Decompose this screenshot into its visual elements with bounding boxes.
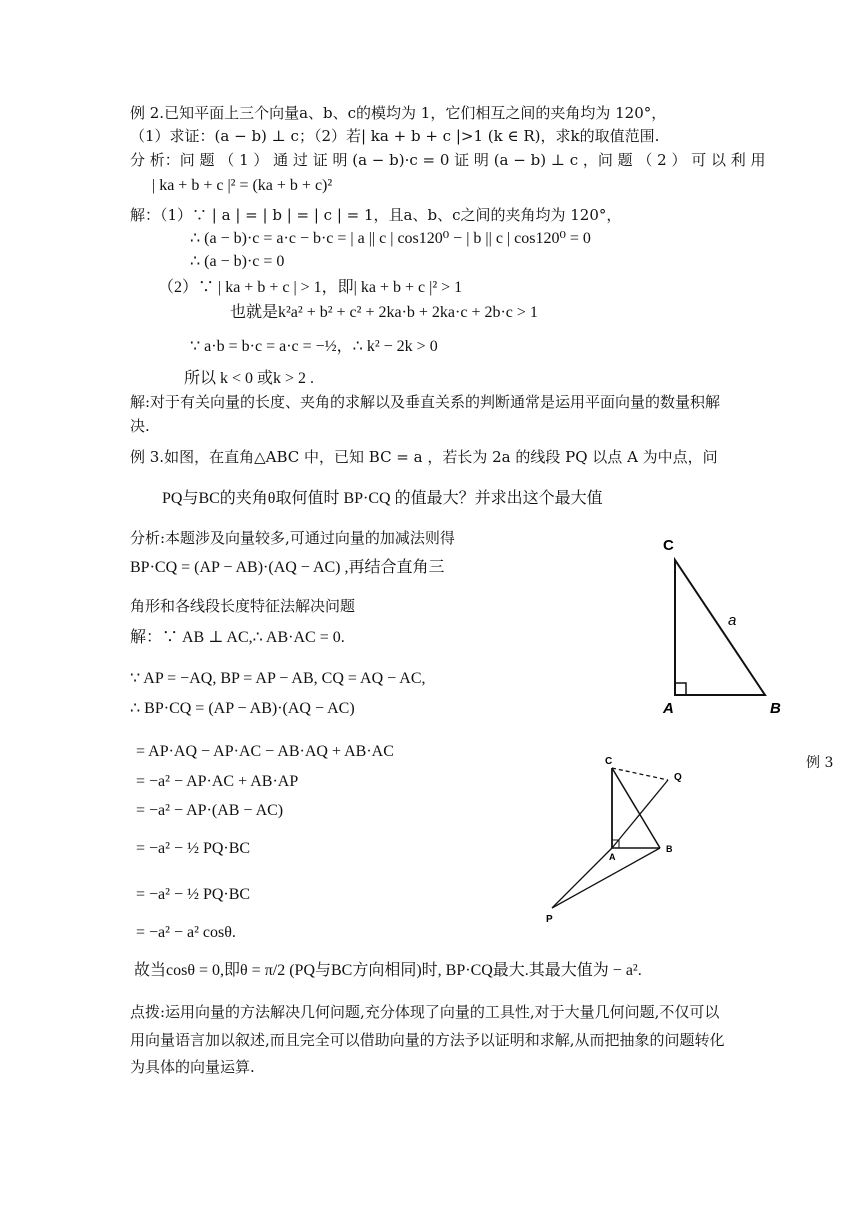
example3-analysis-3: 角形和各线段长度特征法解决问题	[130, 597, 356, 615]
cb-line	[612, 768, 660, 848]
example2-solution-2a: （2）∵ | ka + b + c | > 1，即| ka + b + c |² > 1	[158, 279, 463, 296]
fig2-label-q: Q	[674, 772, 682, 783]
example3-side-label: 例 3	[806, 755, 834, 771]
example3-step-2: = −a² − AP·AC + AB·AP	[136, 773, 299, 790]
right-angle-mark	[675, 683, 686, 695]
tip-line-3: 为具体的向量运算.	[130, 1058, 255, 1076]
right-triangle-figure	[655, 530, 795, 720]
example3-solution-1: 解：∵ AB ⊥ AC,∴ AB·AC = 0.	[130, 629, 345, 646]
example3-question: PQ与BC的夹角θ取何值时 BP·CQ 的值最大？并求出这个最大值	[162, 490, 603, 507]
example2-solution-2d: 所以 k < 0 或k > 2 .	[184, 370, 315, 387]
example3-step-4: = −a² − ½ PQ·BC	[136, 840, 251, 857]
example3-solution-3: ∴ BP·CQ = (AP − AB)·(AQ − AC)	[130, 700, 355, 717]
aq-line	[612, 780, 668, 848]
pq-segment-figure	[540, 752, 700, 927]
example3-conclusion: 故当cosθ = 0,即θ = π/2 (PQ与BC方向相同)时, BP·CQ最大.其最大值为 − a².	[134, 962, 642, 979]
tip-line-2: 用向量语言加以叙述,而且完全可以借助向量的方法予以证明和求解,从而把抽象的问题转化	[130, 1031, 725, 1049]
example2-summary-2: 决.	[130, 417, 150, 435]
fig1-label-side-a: a	[728, 612, 737, 629]
example2-summary-1: 解:对于有关向量的长度、夹角的求解以及垂直关系的判断通常是运用平面向量的数量积解	[130, 393, 721, 411]
fig2-label-p: P	[546, 914, 553, 925]
example2-analysis-formula: | ka + b + c |² = (ka + b + c)²	[152, 177, 333, 194]
example2-solution-1b: ∴ (a − b)·c = a·c − b·c = | a || c | cos120⁰ − | b || c | cos120⁰ = 0	[190, 230, 591, 247]
example3-step-1: = AP·AQ − AP·AC − AB·AQ + AB·AC	[136, 743, 394, 760]
example3-step-6: = −a² − a² cosθ.	[136, 924, 236, 941]
example2-question: （1）求证：(a − b) ⊥ c；（2）若| ka + b + c |>1 (k ∈ R)，求k的取值范围.	[130, 127, 660, 145]
triangle-abc	[675, 560, 765, 695]
fig2-label-a: A	[609, 852, 616, 862]
example2-solution-1c: ∴ (a − b)·c = 0	[190, 253, 285, 270]
fig2-label-c: C	[605, 756, 613, 767]
example2-solution-2c: ∵ a·b = b·c = a·c = −½，∴ k² − 2k > 0	[190, 338, 438, 355]
example3-analysis-2: BP·CQ = (AP − AB)·(AQ − AC) ,再结合直角三	[130, 559, 445, 576]
example3-step-5: = −a² − ½ PQ·BC	[136, 886, 251, 903]
fig1-label-b: B	[770, 700, 781, 717]
fig2-label-b: B	[666, 844, 673, 854]
ap-line	[552, 848, 612, 908]
example2-solution-2b: 也就是k²a² + b² + c² + 2ka·b + 2ka·c + 2b·c > 1	[230, 304, 538, 321]
fig1-label-a-vertex: A	[663, 700, 674, 717]
example2-analysis: 分 析：问 题 （ 1 ） 通 过 证 明 (a − b)·c = 0 证 明 (a − b) ⊥ c ，问 题 （ 2 ） 可 以 利 用	[130, 151, 766, 169]
pb-line	[552, 848, 660, 908]
fig1-label-c: C	[663, 537, 674, 554]
example3-step-3: = −a² − AP·(AB − AC)	[136, 802, 284, 819]
tip-line-1: 点拨:运用向量的方法解决几何问题,充分体现了向量的工具性,对于大量几何问题,不仅可以	[130, 1003, 720, 1021]
example2-title: 例 2.已知平面上三个向量a、b、c的模均为 1，它们相互之间的夹角均为 120°，	[130, 104, 667, 122]
example3-analysis-1: 分析:本题涉及向量较多,可通过向量的加减法则得	[130, 529, 455, 547]
example3-solution-2: ∵ AP = −AQ, BP = AP − AB, CQ = AQ − AC,	[130, 670, 426, 687]
example2-solution-1a: 解：（1）∵ | a | = | b | = | c | = 1，且a、b、c之间的夹角均为 120°，	[130, 206, 622, 224]
example3-title: 例 3.如图，在直角△ABC 中，已知 BC = a ，若长为 2a 的线段 PQ 以点 A 为中点，问	[130, 448, 718, 466]
cq-dashed-line	[612, 768, 668, 780]
